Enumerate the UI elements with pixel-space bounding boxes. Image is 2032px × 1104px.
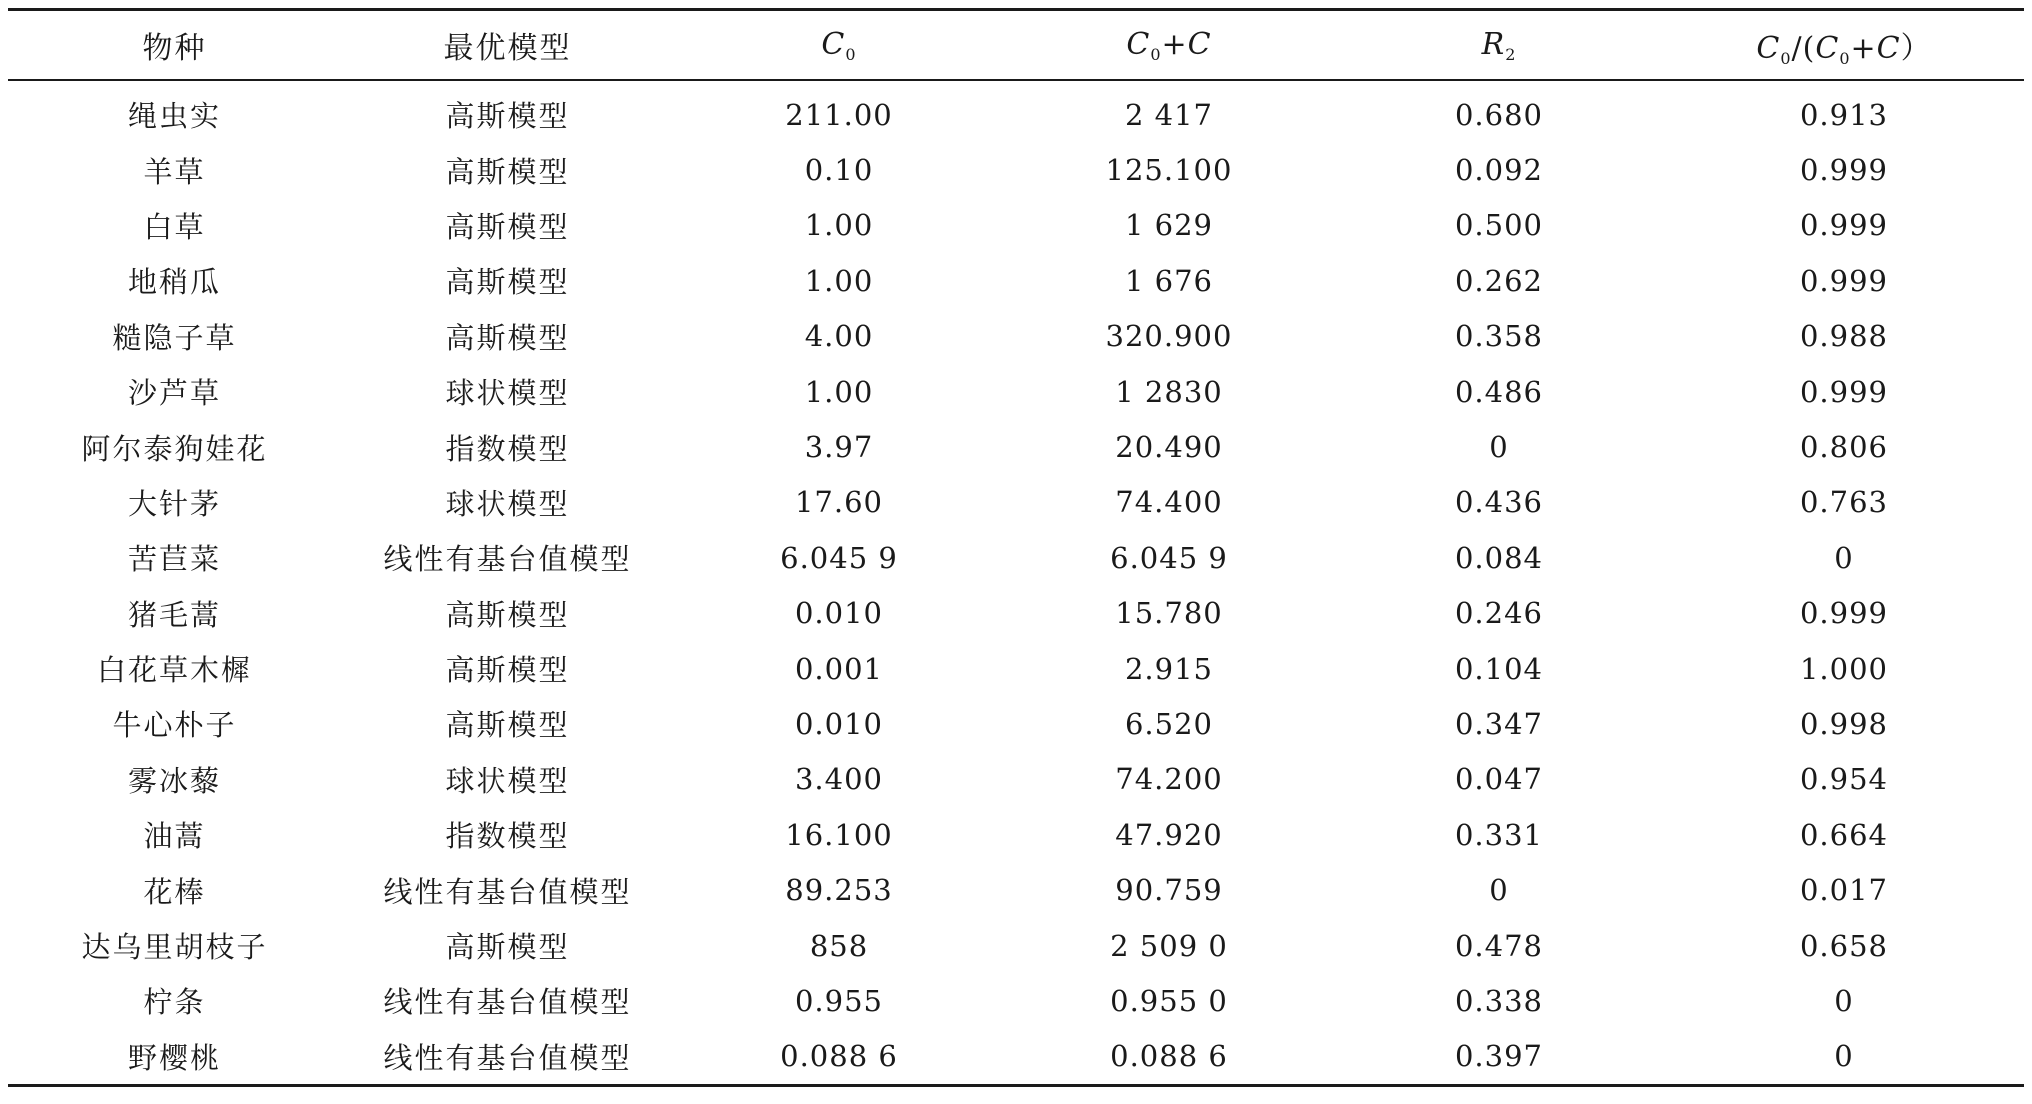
cell-c0-plus-c: 320.900 bbox=[1105, 319, 1233, 354]
cell-species: 达乌里胡枝子 bbox=[81, 930, 268, 965]
cell-c0-plus-c: 0.088 6 bbox=[1110, 1039, 1228, 1074]
cell-c0: 0.955 bbox=[794, 983, 884, 1018]
cell-r2: 0.436 bbox=[1454, 485, 1544, 520]
cell-species: 花棒 bbox=[143, 874, 206, 909]
cell-ratio: 0.664 bbox=[1799, 817, 1889, 852]
header-best-model: 最优模型 bbox=[443, 31, 572, 66]
cell-c0-plus-c: 20.490 bbox=[1115, 430, 1223, 465]
cell-c0-plus-c: 90.759 bbox=[1115, 873, 1223, 908]
cell-model: 高斯模型 bbox=[445, 653, 570, 688]
cell-species: 雾冰藜 bbox=[127, 763, 221, 798]
cell-ratio: 1.000 bbox=[1799, 651, 1889, 686]
cell-c0: 16.100 bbox=[785, 817, 893, 852]
cell-species: 糙隐子草 bbox=[112, 320, 237, 355]
cell-c0: 1.00 bbox=[804, 263, 874, 298]
cell-r2: 0.486 bbox=[1454, 374, 1544, 409]
cell-model: 球状模型 bbox=[445, 763, 570, 798]
cell-species: 羊草 bbox=[143, 154, 206, 189]
cell-model: 指数模型 bbox=[445, 819, 570, 854]
header-c0-plus-c: $C_0+C$ bbox=[1126, 26, 1212, 64]
table-row bbox=[8, 752, 2024, 807]
header-row bbox=[8, 11, 2024, 79]
table-row bbox=[8, 198, 2024, 253]
cell-ratio: 0.806 bbox=[1799, 430, 1889, 465]
cell-c0: 1.00 bbox=[804, 374, 874, 409]
cell-c0: 0.001 bbox=[794, 651, 884, 686]
cell-ratio: 0 bbox=[1834, 540, 1854, 575]
cell-c0-plus-c: 6.520 bbox=[1124, 706, 1214, 741]
cell-c0: 858 bbox=[809, 928, 869, 963]
cell-r2: 0.084 bbox=[1454, 540, 1544, 575]
cell-c0: 0.088 6 bbox=[780, 1039, 898, 1074]
cell-model: 线性有基台值模型 bbox=[383, 542, 632, 577]
cell-c0-plus-c: 2.915 bbox=[1124, 651, 1214, 686]
cell-species: 白花草木樨 bbox=[96, 653, 252, 688]
table-row bbox=[8, 81, 2024, 142]
table-row bbox=[8, 309, 2024, 364]
cell-ratio: 0.954 bbox=[1799, 762, 1889, 797]
table-row bbox=[8, 475, 2024, 530]
table-row bbox=[8, 973, 2024, 1028]
bottom-rule bbox=[8, 1084, 2024, 1087]
cell-model: 指数模型 bbox=[445, 431, 570, 466]
model-parameter-table bbox=[8, 11, 2024, 79]
table-body bbox=[8, 81, 2024, 1084]
table-row bbox=[8, 918, 2024, 973]
cell-model: 高斯模型 bbox=[445, 99, 570, 134]
cell-r2: 0.262 bbox=[1454, 263, 1544, 298]
cell-ratio: 0 bbox=[1834, 983, 1854, 1018]
cell-c0: 211.00 bbox=[785, 97, 893, 132]
table-row bbox=[8, 586, 2024, 641]
table-row bbox=[8, 807, 2024, 862]
cell-species: 地稍瓜 bbox=[127, 265, 221, 300]
cell-c0-plus-c: 0.955 0 bbox=[1110, 983, 1228, 1018]
table-row bbox=[8, 641, 2024, 696]
header-species: 物种 bbox=[142, 31, 207, 66]
cell-model: 高斯模型 bbox=[445, 708, 570, 743]
cell-r2: 0.331 bbox=[1454, 817, 1544, 852]
table-row bbox=[8, 862, 2024, 917]
cell-model: 线性有基台值模型 bbox=[383, 1040, 632, 1075]
cell-c0: 3.97 bbox=[804, 430, 874, 465]
cell-model: 球状模型 bbox=[445, 376, 570, 411]
cell-r2: 0.500 bbox=[1454, 208, 1544, 243]
cell-species: 沙芦草 bbox=[127, 376, 221, 411]
cell-species: 牛心朴子 bbox=[112, 708, 237, 743]
cell-r2: 0.047 bbox=[1454, 762, 1544, 797]
cell-species: 柠条 bbox=[143, 985, 206, 1020]
cell-species: 野樱桃 bbox=[127, 1040, 221, 1075]
table-row bbox=[8, 419, 2024, 474]
cell-model: 高斯模型 bbox=[445, 154, 570, 189]
cell-c0-plus-c: 2 417 bbox=[1124, 97, 1214, 132]
cell-r2: 0.478 bbox=[1454, 928, 1544, 963]
cell-r2: 0.338 bbox=[1454, 983, 1544, 1018]
cell-ratio: 0.988 bbox=[1799, 319, 1889, 354]
cell-ratio: 0.763 bbox=[1799, 485, 1889, 520]
cell-c0: 0.010 bbox=[794, 706, 884, 741]
cell-c0-plus-c: 74.400 bbox=[1115, 485, 1223, 520]
table-row bbox=[8, 1029, 2024, 1084]
cell-r2: 0.104 bbox=[1454, 651, 1544, 686]
cell-r2: 0.358 bbox=[1454, 319, 1544, 354]
cell-ratio: 0.999 bbox=[1799, 208, 1889, 243]
cell-c0-plus-c: 1 676 bbox=[1124, 263, 1214, 298]
table-row bbox=[8, 142, 2024, 197]
cell-species: 油蒿 bbox=[143, 819, 206, 854]
cell-ratio: 0.658 bbox=[1799, 928, 1889, 963]
cell-model: 线性有基台值模型 bbox=[383, 985, 632, 1020]
cell-c0-plus-c: 74.200 bbox=[1115, 762, 1223, 797]
cell-model: 高斯模型 bbox=[445, 265, 570, 300]
cell-ratio: 0.913 bbox=[1799, 97, 1889, 132]
cell-c0-plus-c: 6.045 9 bbox=[1110, 540, 1228, 575]
table-row bbox=[8, 364, 2024, 419]
table-row bbox=[8, 696, 2024, 751]
cell-ratio: 0.999 bbox=[1799, 263, 1889, 298]
cell-ratio: 0 bbox=[1834, 1039, 1854, 1074]
cell-c0: 3.400 bbox=[794, 762, 884, 797]
cell-r2: 0 bbox=[1489, 873, 1509, 908]
header-ratio: $C_0/(C_0+C)$ bbox=[1756, 30, 1932, 68]
cell-species: 苦苣菜 bbox=[127, 542, 221, 577]
cell-c0-plus-c: 1 629 bbox=[1124, 208, 1214, 243]
cell-c0: 17.60 bbox=[794, 485, 884, 520]
cell-r2: 0.347 bbox=[1454, 706, 1544, 741]
table-header bbox=[8, 11, 2024, 79]
table-row bbox=[8, 530, 2024, 585]
cell-c0: 0.010 bbox=[794, 596, 884, 631]
cell-c0: 4.00 bbox=[804, 319, 874, 354]
cell-model: 高斯模型 bbox=[445, 209, 570, 244]
cell-c0-plus-c: 47.920 bbox=[1115, 817, 1223, 852]
cell-c0: 0.10 bbox=[804, 153, 874, 188]
cell-c0-plus-c: 125.100 bbox=[1105, 153, 1233, 188]
cell-ratio: 0.999 bbox=[1799, 374, 1889, 409]
cell-model: 线性有基台值模型 bbox=[383, 874, 632, 909]
cell-ratio: 0.017 bbox=[1799, 873, 1889, 908]
cell-ratio: 0.998 bbox=[1799, 706, 1889, 741]
cell-c0: 89.253 bbox=[785, 873, 893, 908]
cell-species: 白草 bbox=[143, 209, 206, 244]
cell-ratio: 0.999 bbox=[1799, 153, 1889, 188]
data-table-wrapper bbox=[8, 8, 2024, 1087]
cell-model: 高斯模型 bbox=[445, 597, 570, 632]
cell-species: 大针茅 bbox=[127, 486, 221, 521]
cell-c0-plus-c: 2 509 0 bbox=[1110, 928, 1228, 963]
cell-r2: 0 bbox=[1489, 430, 1509, 465]
model-parameter-table-body bbox=[8, 81, 2024, 1084]
header-r2: $R_2$ bbox=[1481, 26, 1517, 64]
cell-r2: 0.680 bbox=[1454, 97, 1544, 132]
cell-r2: 0.397 bbox=[1454, 1039, 1544, 1074]
cell-c0: 1.00 bbox=[804, 208, 874, 243]
cell-r2: 0.246 bbox=[1454, 596, 1544, 631]
cell-species: 阿尔泰狗娃花 bbox=[81, 431, 268, 466]
cell-model: 球状模型 bbox=[445, 486, 570, 521]
cell-species: 绳虫实 bbox=[127, 99, 221, 134]
cell-c0: 6.045 9 bbox=[780, 540, 898, 575]
table-row bbox=[8, 253, 2024, 308]
cell-c0-plus-c: 15.780 bbox=[1115, 596, 1223, 631]
cell-ratio: 0.999 bbox=[1799, 596, 1889, 631]
cell-species: 猪毛蒿 bbox=[127, 597, 221, 632]
cell-r2: 0.092 bbox=[1454, 153, 1544, 188]
header-c0: $C_0$ bbox=[821, 26, 857, 64]
cell-c0-plus-c: 1 2830 bbox=[1115, 374, 1223, 409]
cell-model: 高斯模型 bbox=[445, 320, 570, 355]
cell-model: 高斯模型 bbox=[445, 930, 570, 965]
